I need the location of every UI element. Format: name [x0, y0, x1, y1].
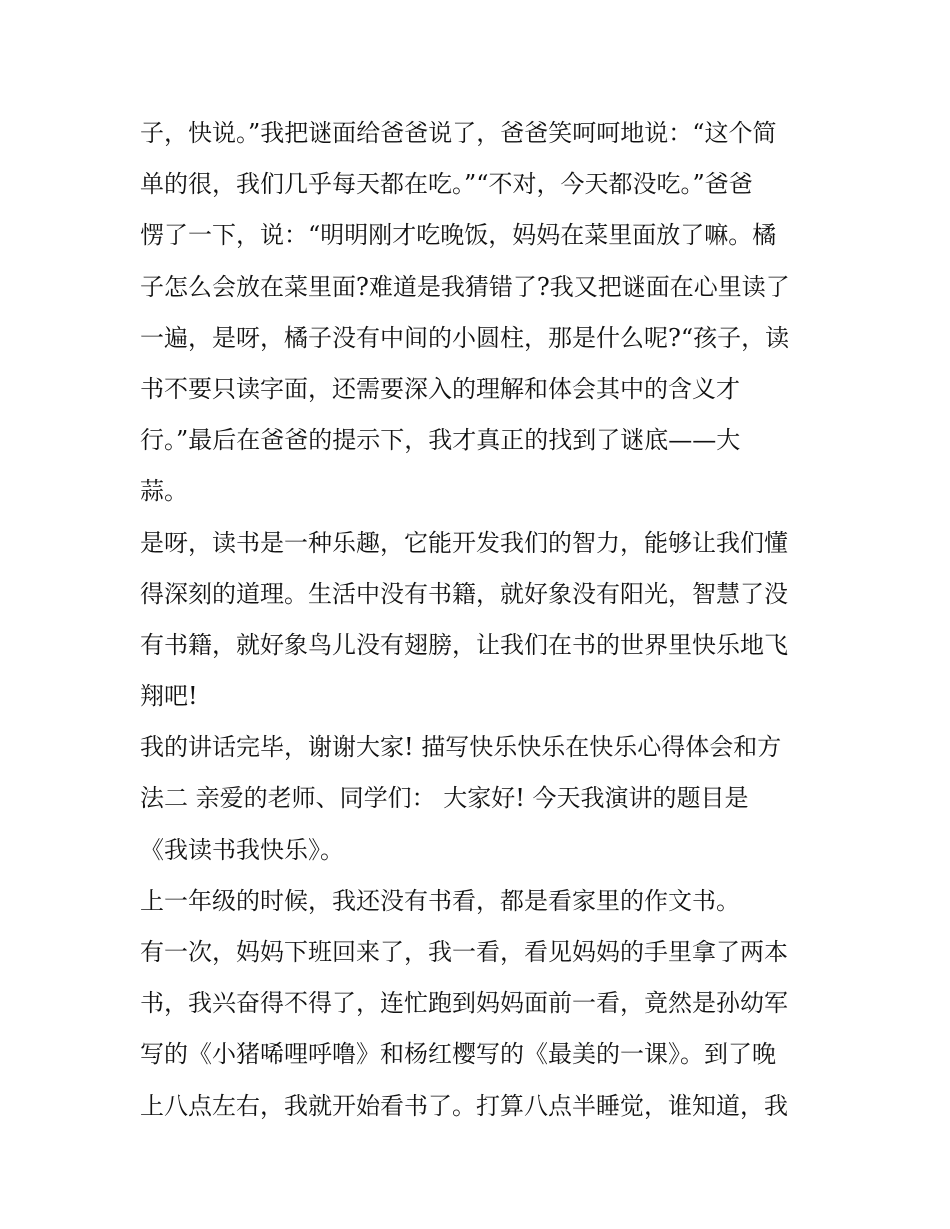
text-line: 《我读书我快乐》。	[140, 835, 344, 864]
text-line: 上一年级的时候，我还没有书看，都是看家里的作文书。	[140, 886, 740, 915]
text-line: 书不要只读字面，还需要深入的理解和体会其中的含义才	[140, 374, 740, 403]
text-line: 是呀，读书是一种乐趣，它能开发我们的智力，能够让我们懂	[140, 528, 788, 557]
text-line: 愣了一下，说：“明明刚才吃晚饭，妈妈在菜里面放了嘛。橘	[140, 221, 777, 250]
text-line: 法二 亲爱的老师、同学们： 大家好! 今天我演讲的题目是	[140, 784, 749, 813]
text-line: 翔吧!	[140, 682, 198, 711]
text-line: 行。”最后在爸爸的提示下，我才真正的找到了谜底——大	[140, 426, 741, 455]
text-line: 子，快说。”我把谜面给爸爸说了，爸爸笑呵呵地说：“这个简	[140, 119, 777, 147]
text-line: 一遍，是呀，橘子没有中间的小圆柱，那是什么呢?“孩子，读	[140, 323, 790, 352]
body-text	[140, 108, 820, 1132]
text-line: 有书籍，就好象鸟儿没有翅膀，让我们在书的世界里快乐地飞	[140, 630, 788, 659]
text-line: 我的讲话完毕，谢谢大家! 描写快乐快乐在快乐心得体会和方	[140, 733, 782, 762]
text-line: 单的很，我们几乎每天都在吃。”“不对，今天都没吃。”爸爸	[140, 170, 753, 199]
text-line: 蒜。	[140, 477, 188, 506]
text-line: 有一次，妈妈下班回来了，我一看，看见妈妈的手里拿了两本	[140, 938, 788, 966]
text-line: 得深刻的道理。生活中没有书籍，就好象没有阳光，智慧了没	[140, 579, 788, 608]
text-line: 子怎么会放在菜里面?难道是我猜错了?我又把谜面在心里读了	[140, 272, 790, 301]
text-line: 上八点左右，我就开始看书了。打算八点半睡觉，谁知道，我	[140, 1091, 788, 1120]
text-line: 写的《小猪唏哩呼噜》和杨红樱写的《最美的一课》。到了晚	[140, 1040, 776, 1069]
text-line: 书，我兴奋得不得了，连忙跑到妈妈面前一看，竟然是孙幼军	[140, 989, 788, 1018]
